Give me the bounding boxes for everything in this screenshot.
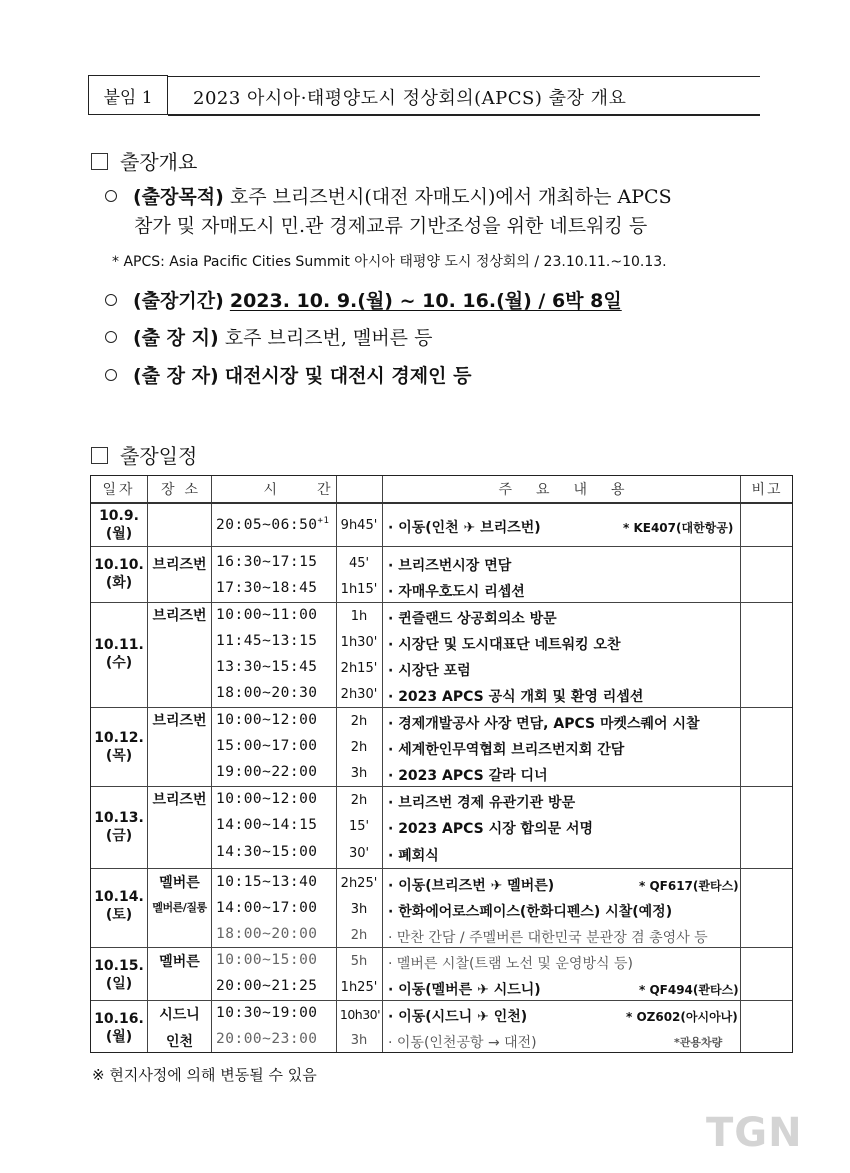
row-divider bbox=[91, 868, 792, 869]
place-cell: 인천 bbox=[165, 1034, 194, 1050]
content-cell: · 브리즈번시장 면담 bbox=[388, 558, 512, 574]
document-title: 2023 아시아·태평양도시 정상회의(APCS) 출장 개요 bbox=[193, 88, 627, 109]
period-text: 2023. 10. 9.(월) ~ 10. 16.(월) / 6박 8일 bbox=[229, 290, 622, 312]
time-cell: 10:00~11:00 bbox=[216, 607, 318, 623]
content-cell: · 시장단 포럼 bbox=[388, 663, 471, 679]
header-date: 일자 bbox=[102, 482, 136, 498]
content-cell: · 2023 APCS 공식 개회 및 환영 리셉션 bbox=[388, 689, 644, 705]
duration-cell: 2h bbox=[350, 714, 368, 729]
time-cell: 18:00~20:30 bbox=[216, 685, 318, 701]
content-cell: · 세계한인무역협회 브리즈번지회 간담 bbox=[388, 742, 625, 758]
time-cell: 13:30~15:45 bbox=[216, 659, 318, 675]
content-cell: · 경제개발공사 사장 면담, APCS 마켓스퀘어 시찰 bbox=[388, 716, 700, 732]
time-cell: 10:00~12:00 bbox=[216, 712, 318, 728]
time-cell: 14:30~15:00 bbox=[216, 844, 318, 860]
footnote: ※ 현지사정에 의해 변동될 수 있음 bbox=[92, 1066, 317, 1084]
title-rule-bottom bbox=[168, 114, 760, 116]
content-cell: · 이동(브리즈번 ✈ 멜버른) bbox=[388, 878, 555, 894]
duration-cell: 2h30' bbox=[340, 687, 378, 702]
place-cell: 멜버른 bbox=[159, 875, 200, 891]
time-cell: 11:45~13:15 bbox=[216, 633, 318, 649]
content-cell: · 자매우호도시 리셉션 bbox=[388, 584, 525, 600]
col-divider bbox=[336, 476, 337, 1052]
duration-cell: 2h bbox=[350, 928, 368, 943]
header-remarks: 비고 bbox=[751, 482, 783, 498]
purpose-text: 호주 브리즈번시(대전 자매도시)에서 개최하는 APCS bbox=[229, 186, 672, 208]
time-cell: 19:00~22:00 bbox=[216, 764, 318, 780]
date-cell: 10.14. (토) bbox=[94, 889, 144, 923]
duration-cell: 1h15' bbox=[340, 582, 378, 597]
remark-note: * OZ602(아시아나) bbox=[626, 1010, 738, 1024]
duration-cell: 9h45' bbox=[340, 518, 378, 533]
time-cell: $20:05\sim 06:50^{+1}$ bbox=[216, 516, 330, 533]
header-divider bbox=[91, 502, 792, 504]
duration-cell: 45' bbox=[348, 556, 370, 571]
place-cell: 시드니 bbox=[159, 1007, 200, 1023]
content-cell: · 만찬 간담 / 주멜버른 대한민국 분관장 겸 총영사 등 bbox=[388, 930, 708, 946]
time-cell: 10:30~19:00 bbox=[216, 1005, 318, 1021]
row-divider bbox=[91, 786, 792, 787]
remark-note: * QF494(콴타스) bbox=[639, 983, 739, 997]
time-cell: 10:00~12:00 bbox=[216, 791, 318, 807]
header-place: 장소 bbox=[160, 482, 209, 498]
content-cell: · 한화에어로스페이스(한화디펜스) 시찰(예정) bbox=[388, 904, 673, 920]
watermark-logo: TGN bbox=[706, 1110, 803, 1156]
content-cell: · 폐회식 bbox=[388, 848, 439, 864]
time-cell: 17:30~18:45 bbox=[216, 580, 318, 596]
time-cell: 16:30~17:15 bbox=[216, 554, 318, 570]
time-cell: 14:00~17:00 bbox=[216, 900, 318, 916]
content-cell: · 시장단 및 도시대표단 네트워킹 오찬 bbox=[388, 637, 621, 653]
remark-note: * KE407(대한항공) bbox=[623, 521, 734, 535]
destination-label: (출 장 지) bbox=[133, 327, 219, 349]
title-bar bbox=[88, 75, 760, 119]
row-divider bbox=[91, 546, 792, 547]
content-cell: · 2023 APCS 갈라 디너 bbox=[388, 768, 548, 784]
duration-cell: 15' bbox=[348, 819, 370, 834]
place-cell: 브리즈번 bbox=[152, 557, 207, 573]
content-cell: · 브리즈번 경제 유관기관 방문 bbox=[388, 795, 576, 811]
col-divider bbox=[740, 476, 741, 1052]
duration-cell: 1h30' bbox=[340, 635, 378, 650]
circle-bullet-icon bbox=[105, 294, 117, 306]
travelers-label: (출 장 자) bbox=[133, 365, 219, 387]
purpose-label: (출장목적) bbox=[133, 186, 224, 208]
time-cell: 15:00~17:00 bbox=[216, 738, 318, 754]
content-cell: · 이동(인천공항 → 대전) bbox=[388, 1035, 537, 1051]
duration-cell: 10h30' bbox=[339, 1007, 381, 1022]
remark-note: * QF617(콴타스) bbox=[639, 879, 739, 893]
place-cell: 브리즈번 bbox=[152, 608, 207, 624]
section-schedule-heading bbox=[91, 440, 197, 469]
content-cell: · 이동(인천 ✈ 브리즈번) bbox=[388, 520, 541, 536]
section-overview-heading bbox=[91, 146, 197, 175]
header-content: 주요내용 bbox=[498, 482, 649, 498]
duration-cell: 30' bbox=[348, 846, 370, 861]
duration-cell: 3h bbox=[350, 1033, 368, 1048]
date-cell: 10.16. (월) bbox=[94, 1011, 144, 1045]
time-cell: 20:00~23:00 bbox=[216, 1031, 318, 1047]
content-cell: · 멜버른 시찰(트램 노선 및 운영방식 등) bbox=[388, 956, 633, 972]
duration-cell: 2h25' bbox=[340, 876, 378, 891]
travelers-line bbox=[105, 361, 471, 388]
header-time: 시간 bbox=[263, 482, 371, 498]
time-cell: 20:00~21:25 bbox=[216, 978, 318, 994]
duration-cell: 2h15' bbox=[340, 661, 378, 676]
col-divider bbox=[211, 476, 212, 1052]
duration-cell: 3h bbox=[350, 902, 368, 917]
duration-cell: 3h bbox=[350, 766, 368, 781]
time-cell: 14:00~14:15 bbox=[216, 817, 318, 833]
content-cell: · 2023 APCS 시장 합의문 서명 bbox=[388, 821, 594, 837]
destination-text: 호주 브리즈번, 멜버른 등 bbox=[224, 327, 433, 349]
purpose-line bbox=[105, 182, 672, 209]
section-overview-title: 출장개요 bbox=[120, 150, 198, 174]
date-cell: 10.9. (월) bbox=[99, 508, 139, 542]
place-cell: 멜버른 bbox=[159, 954, 200, 970]
checkbox-square-icon bbox=[91, 153, 108, 170]
place-cell: 멜버른/질롱 bbox=[152, 901, 207, 914]
attachment-tag: 붙임 1 bbox=[88, 75, 168, 115]
period-label: (출장기간) bbox=[133, 290, 224, 312]
date-cell: 10.15. (일) bbox=[94, 958, 144, 992]
circle-bullet-icon bbox=[105, 331, 117, 343]
duration-cell: 5h bbox=[350, 954, 368, 969]
date-cell: 10.13. (금) bbox=[94, 810, 144, 844]
apcs-note: * APCS: Asia Pacific Cities Summit 아시아 태평양 도시 정상회의 / 23.10.11.~10.13. bbox=[112, 254, 667, 270]
time-cell: 18:00~20:00 bbox=[216, 926, 318, 942]
row-divider bbox=[91, 947, 792, 948]
remark-note: *관용차량 bbox=[674, 1036, 723, 1049]
content-cell: · 이동(시드니 ✈ 인천) bbox=[388, 1009, 528, 1025]
place-cell: 브리즈번 bbox=[152, 713, 207, 729]
date-cell: 10.11. (수) bbox=[94, 637, 144, 671]
duration-cell: 1h25' bbox=[340, 980, 378, 995]
date-cell: 10.12. (목) bbox=[94, 730, 144, 764]
row-divider bbox=[91, 1000, 792, 1001]
travelers-text: 대전시장 및 대전시 경제인 등 bbox=[224, 365, 472, 387]
duration-cell: 2h bbox=[350, 793, 368, 808]
time-cell: 10:15~13:40 bbox=[216, 874, 318, 890]
purpose-line-2: 참가 및 자매도시 민.관 경제교류 기반조성을 위한 네트워킹 등 bbox=[134, 215, 648, 237]
circle-bullet-icon bbox=[105, 369, 117, 381]
row-divider bbox=[91, 707, 792, 708]
period-line bbox=[105, 286, 622, 313]
duration-cell: 2h bbox=[350, 740, 368, 755]
checkbox-square-icon bbox=[91, 447, 108, 464]
row-divider bbox=[91, 602, 792, 603]
section-schedule-title: 출장일정 bbox=[120, 444, 198, 468]
date-cell: 10.10. (화) bbox=[94, 557, 144, 591]
schedule-table bbox=[90, 475, 793, 1053]
circle-bullet-icon bbox=[105, 190, 117, 202]
time-cell: 10:00~15:00 bbox=[216, 952, 318, 968]
title-rule-top bbox=[168, 76, 760, 77]
content-cell: · 이동(멜버른 ✈ 시드니) bbox=[388, 982, 541, 998]
place-cell: 브리즈번 bbox=[152, 792, 207, 808]
duration-cell: 1h bbox=[350, 609, 368, 624]
content-cell: · 퀸즐랜드 상공회의소 방문 bbox=[388, 611, 557, 627]
col-divider bbox=[382, 476, 383, 1052]
destination-line bbox=[105, 323, 432, 350]
